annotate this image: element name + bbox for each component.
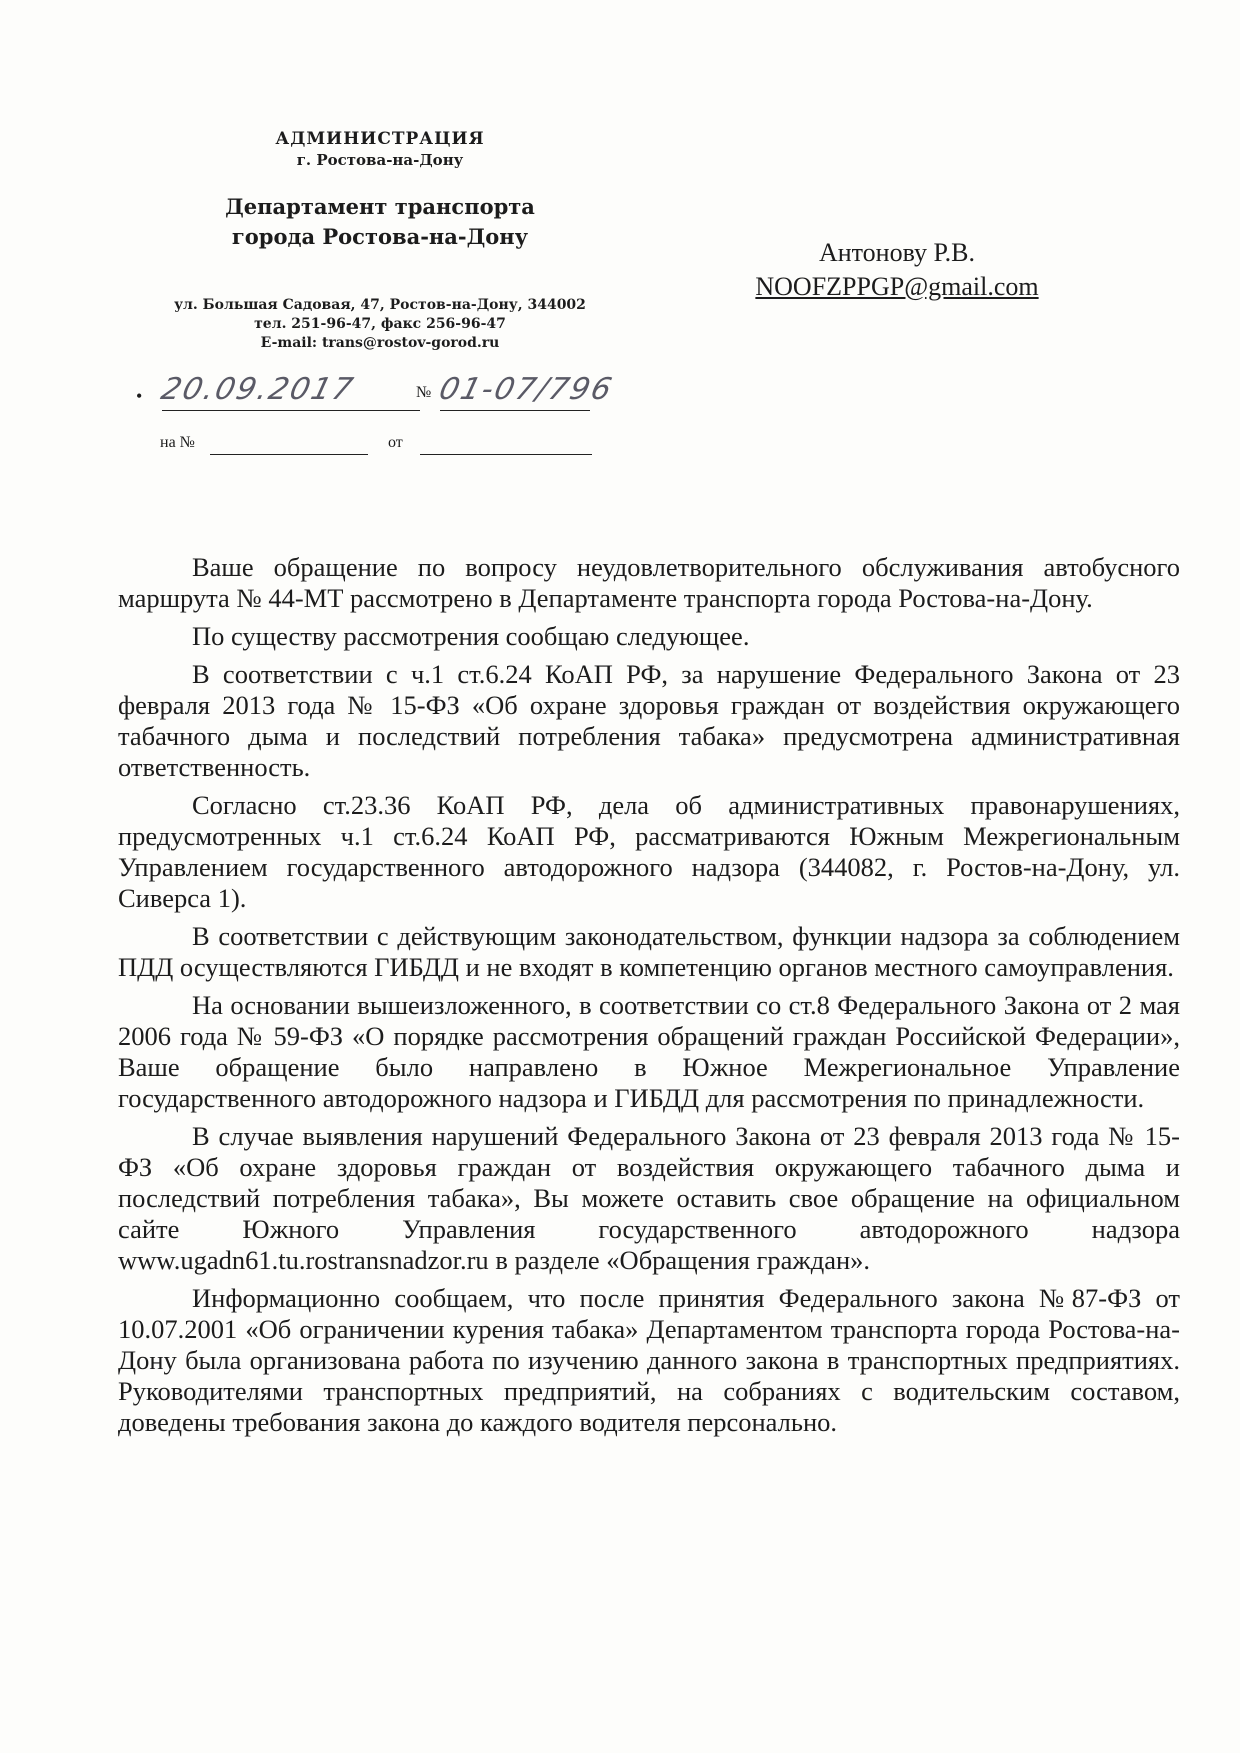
reference-line — [160, 434, 600, 458]
recipient-block — [732, 236, 1062, 304]
body-paragraph-6: На основании вышеизложенного, в соответствии со ст.8 Федерального Закона от 2 мая 2006 года № 59-ФЗ «О порядке рассмотрения обращений граждан Российской Федерации», Ваше обращение было направлено в Южное Межрегиональное Управление государственного автодорожного надзора и ГИБДД для рассмотрения по принадлежности. — [118, 990, 1180, 1113]
registration-mark: • — [136, 386, 143, 406]
registration-date: 20.09.2017 — [157, 372, 359, 407]
letterhead-city: г. Ростова-на-Дону — [296, 151, 464, 169]
reference-number-rule — [210, 454, 368, 455]
registration-number-rule — [440, 410, 590, 411]
recipient-email: NOOFZPPGP@gmail.com — [755, 272, 1039, 301]
body-paragraph-4: Согласно ст.23.36 КоАП РФ, дела об административных правонарушениях, предусмотренных ч.1 ст.6.24 КоАП РФ, рассматриваются Южным Межрегиональным Управлением государственного автодорожного надзора (344082, г. Ростов-на-Дону, ул. Сиверса 1). — [118, 790, 1180, 913]
reference-number-label: на № — [160, 434, 195, 451]
body-paragraph-8: Информационно сообщаем, что после принятия Федерального закона №87-ФЗ от 10.07.2001 «Об ограничении курения табака» Департаментом транспорта города Ростова-на-Дону была организована работа по изучению данного закона в транспортных предприятиях. Руководителями транспортных предприятий, на собраниях с водительским составом, доведены требования закона до каждого водителя персонально. — [118, 1283, 1180, 1437]
body-paragraph-7-text: В случае выявления нарушений Федерального Закона от 23 февраля 2013 года № 15-ФЗ «Об охране здоровья граждан от воздействия окружающего табачного дыма и последствий потребления табака», Вы можете оставить свое обращение на официальном сайте Южного Управления государственного автодорожного надзора — [118, 1121, 1180, 1244]
registration-number-label: № — [416, 384, 432, 401]
recipient-name: Антонову Р.В. — [818, 238, 976, 267]
body-paragraph-2: По существу рассмотрения сообщаю следующее. — [192, 621, 750, 651]
body-paragraph-5: В соответствии с действующим законодательством, функции надзора за соблюдением ПДД осуществляются ГИБДД и не входят в компетенцию органов местного самоуправления. — [118, 921, 1180, 982]
letterhead-department-line1: Департамент транспорта — [225, 194, 535, 219]
reference-from-rule — [420, 454, 592, 455]
letter-body — [118, 552, 1180, 1445]
letterhead-address: ул. Большая Садовая, 47, Ростов-на-Дону, 344002 — [174, 297, 586, 313]
letterhead-phone: тел. 251-96-47, факс 256-96-47 — [254, 316, 506, 332]
ugadn-website-link[interactable]: www.ugadn61.tu.rostransnadzor.ru — [118, 1245, 489, 1275]
body-paragraph-7-tail: в разделе «Обращения граждан». — [488, 1245, 871, 1275]
letterhead — [150, 128, 610, 252]
registration-number: 01-07/796 — [435, 372, 617, 407]
letterhead-email: E-mail: trans@rostov-gorod.ru — [260, 335, 500, 351]
letterhead-administration: АДМИНИСТРАЦИЯ — [275, 129, 485, 149]
registration-date-rule — [162, 410, 420, 411]
body-paragraph-3: В соответствии с ч.1 ст.6.24 КоАП РФ, за нарушение Федерального Закона от 23 февраля 2013 года № 15-ФЗ «Об охране здоровья граждан от воздействия окружающего табачного дыма и последствий потребления табака» предусмотрена административная ответственность. — [118, 659, 1180, 782]
reference-from-label: от — [388, 434, 403, 451]
letterhead-department-line2: города Ростова-на-Дону — [231, 224, 529, 249]
registration-line — [136, 372, 630, 412]
body-paragraph-7 — [118, 1121, 1180, 1276]
letterhead-contacts — [160, 296, 600, 353]
body-paragraph-1: Ваше обращение по вопросу неудовлетворительного обслуживания автобусного маршрута № 44-МТ рассмотрено в Департаменте транспорта города Ростова-на-Дону. — [118, 552, 1180, 613]
